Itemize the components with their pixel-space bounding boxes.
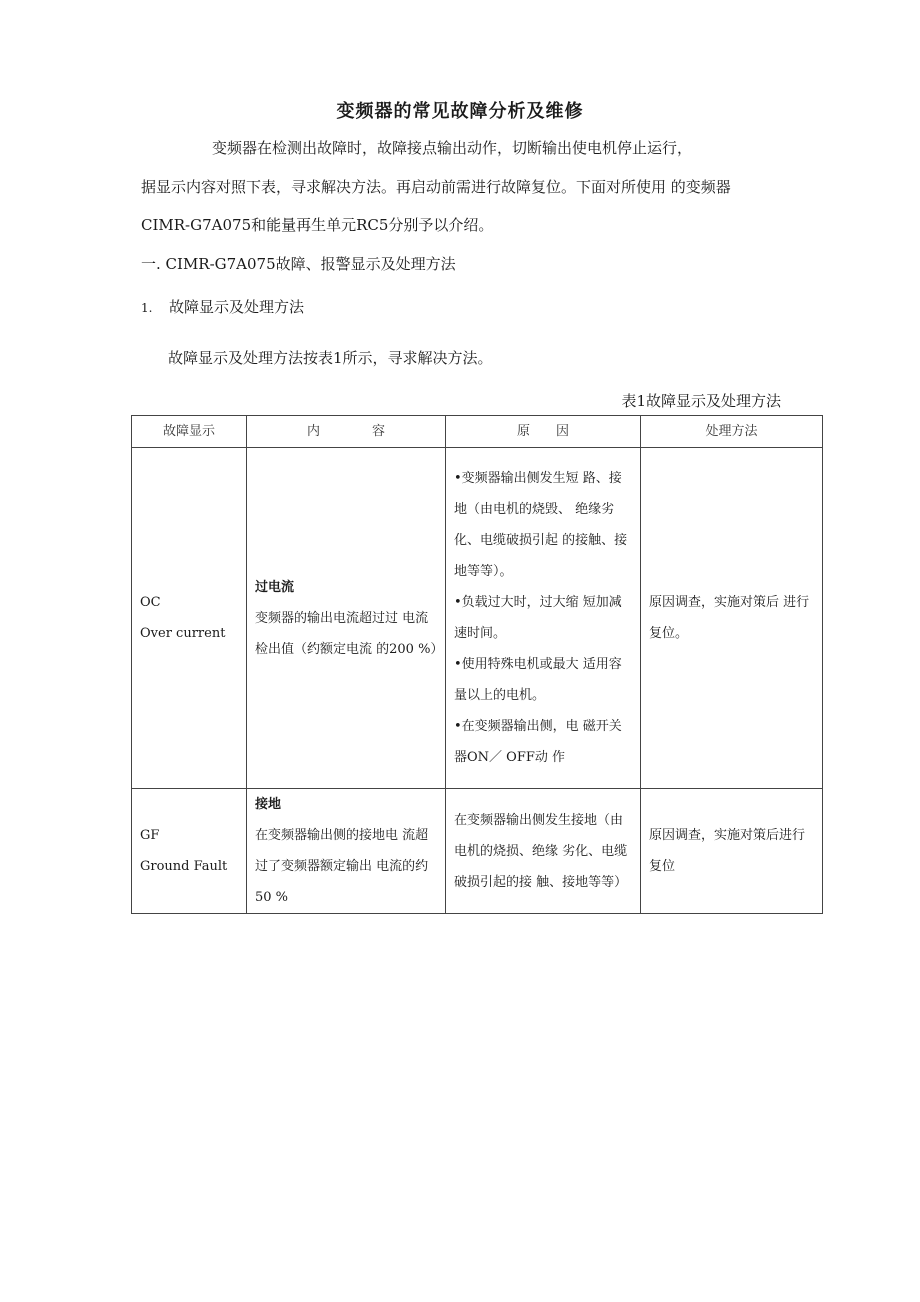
fault-code-cell	[132, 789, 247, 914]
fault-cause-item: •使用特殊电机或最大 适用容量以上的电机。	[454, 657, 622, 703]
fault-action: 原因调查，实施对策后进行复位	[649, 828, 806, 874]
fault-cause-cell	[446, 448, 641, 789]
fault-cause-item: •负载过大时，过大缩 短加减速时间。	[454, 595, 622, 641]
fault-content-cell	[247, 789, 446, 914]
fault-content-title: 过电流	[255, 579, 295, 595]
section-heading-1: 一. CIMR-G7A075故障、报警显示及处理方法	[141, 255, 456, 273]
fault-cause-item: •在变频器输出侧，电 磁开关器ON／ OFF动 作	[454, 719, 622, 765]
table-row	[132, 448, 823, 789]
fault-cause-item: •变频器输出侧发生短 路、接地（由电机的烧毁、 绝缘劣化、电缆破损引起 的接触、接地等等）。	[454, 471, 628, 579]
subsection-heading	[141, 296, 304, 317]
fault-table	[131, 415, 823, 914]
subsection-text: 故障显示及处理方法按表1所示，寻求解决方法。	[168, 349, 493, 367]
intro-line-1: 变频器在检测出故障时，故障接点输出动作，切断输出使电机停止运行，	[212, 139, 693, 157]
fault-content-text: 变频器的输出电流超过过 电流检出值（约额定电流 的200 %）	[255, 610, 444, 657]
fault-code: OC	[140, 595, 161, 610]
fault-content-text: 在变频器输出侧的接地电 流超过了变频器额定输出 电流的约50 %	[255, 828, 429, 905]
intro-line-2: 据显示内容对照下表，寻求解决方法。再启动前需进行故障复位。下面对所使用 的变频器	[141, 178, 731, 196]
fault-action: 原因调查，实施对策后 进行复位。	[649, 595, 810, 641]
subsection-number: 1.	[141, 301, 153, 315]
fault-cause-cell	[446, 789, 641, 914]
table-caption: 表1故障显示及处理方法	[621, 392, 781, 410]
fault-action-cell	[641, 789, 823, 914]
fault-code-en: Ground Fault	[140, 859, 228, 874]
subsection-title: 故障显示及处理方法	[169, 298, 305, 316]
fault-code: GF	[140, 828, 160, 843]
fault-code-en: Over current	[140, 626, 226, 641]
table-row	[132, 789, 823, 914]
fault-content-title: 接地	[255, 797, 282, 812]
intro-line-3: CIMR-G7A075和能量再生单元RC5分别予以介绍。	[141, 216, 494, 234]
header-fault-display: 故障显示	[132, 416, 247, 448]
fault-cause-item: 在变频器输出侧发生接地（由电机的烧损、绝缘 劣化、电缆破损引起的接 触、接地等等）	[454, 812, 628, 890]
fault-code-cell	[132, 448, 247, 789]
fault-action-cell	[641, 448, 823, 789]
header-content: 内 容	[247, 416, 446, 448]
header-action: 处理方法	[641, 416, 823, 448]
header-cause: 原 因	[446, 416, 641, 448]
document-title: 变频器的常见故障分析及维修	[336, 101, 584, 122]
table-header-row	[132, 416, 823, 448]
fault-content-cell	[247, 448, 446, 789]
